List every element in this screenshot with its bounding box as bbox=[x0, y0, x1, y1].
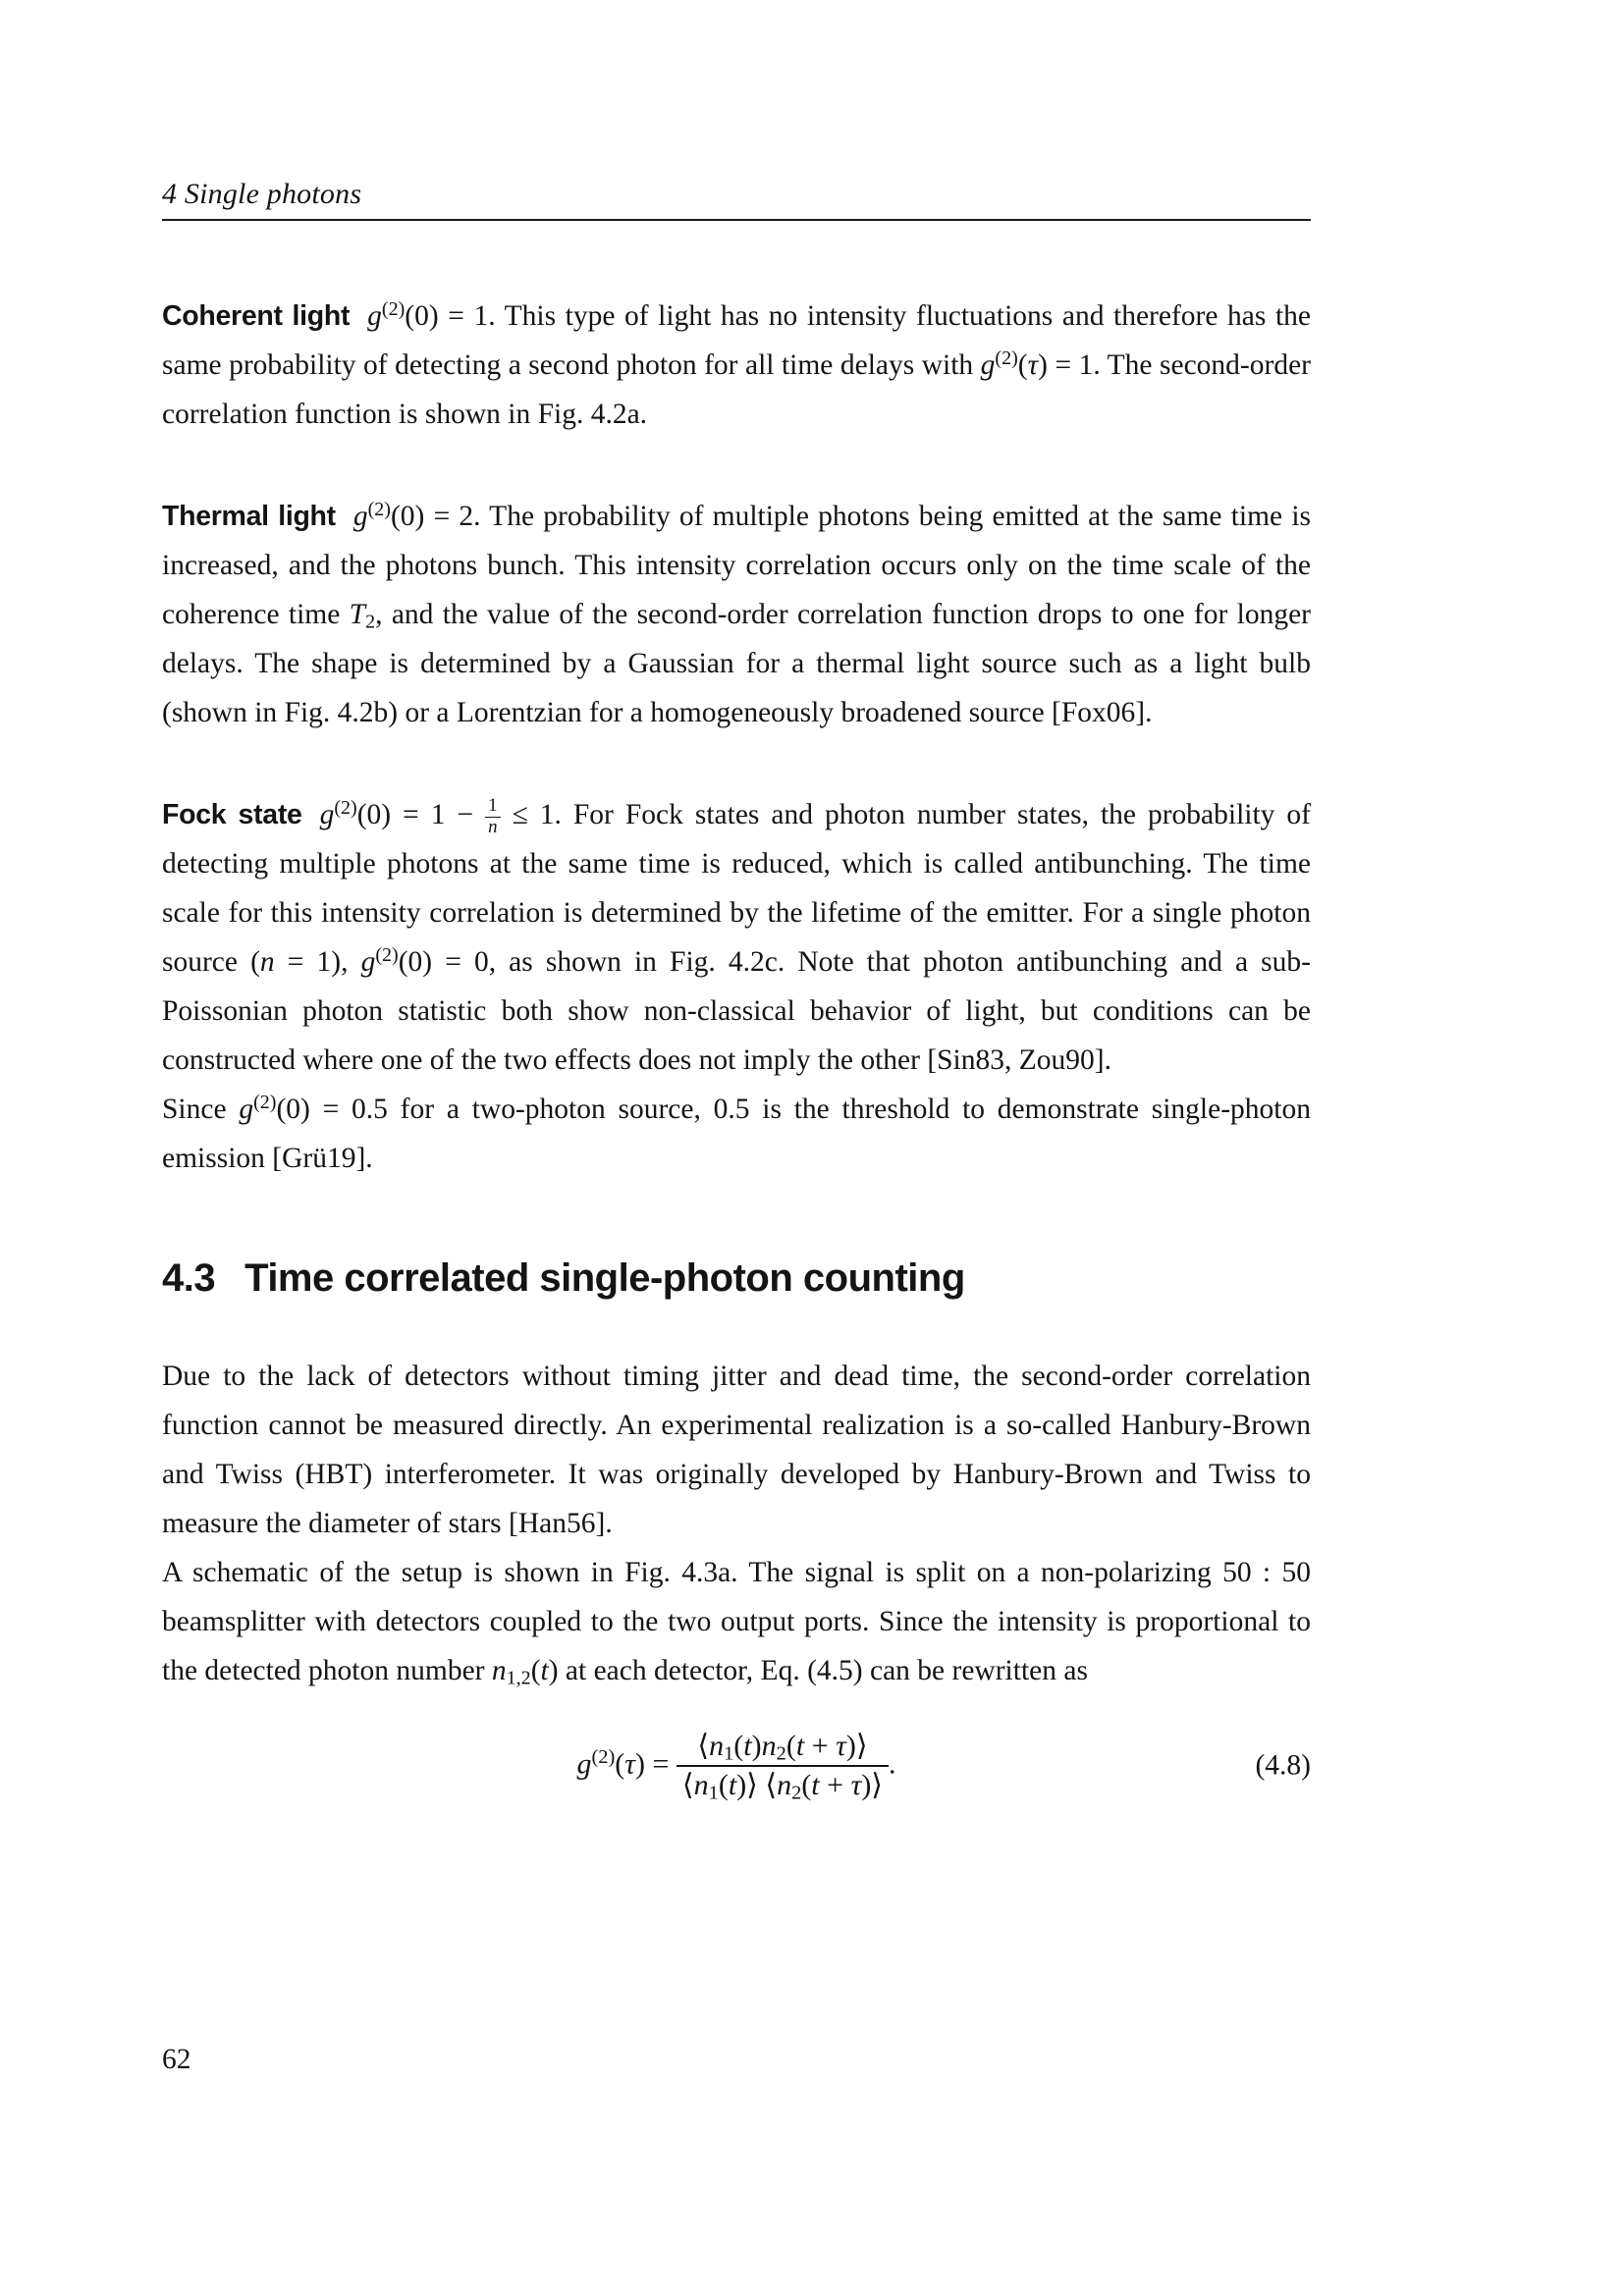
paragraph-body-thermal-light: $g^{(2)}(0) = 2$. The probability of multiple photons being emitted at the same time is increased, and the photons bunch. This intensity correlation occurs only on the time scale of the coherence time $T_2$, and the value of the second-order correlation function drops to one for longer delays. The shape is determined by a Gaussian for a thermal light source such as a light bulb (shown in Fig. 4.2b) or a Lorentzian for a homogeneously broadened source [Fox06]. bbox=[162, 498, 1311, 728]
page-number: 62 bbox=[162, 2044, 191, 2075]
section-heading bbox=[162, 1254, 1311, 1303]
paragraph-body-coherent-light: $g^{(2)}(0) = 1$. This type of light has no intensity fluctuations and therefore has the same probability of detecting a second photon for all time delays with $g^{(2)}(\tau) = 1$. The second-order correlation function is shown in Fig. 4.2a. bbox=[162, 297, 1311, 430]
header-rule bbox=[162, 219, 1311, 221]
paragraph-thermal-light bbox=[162, 492, 1311, 737]
paragraph-body-since-threshold: Since $g^{(2)}(0) = 0.5$ for a two-photon source, 0.5 is the threshold to demonstrate single-photon emission [Grü19]. bbox=[162, 1091, 1311, 1174]
paragraph-body-hbt-intro: Due to the lack of detectors without timing jitter and dead time, the second-order correlation function cannot be measured directly. An experimental realization is a so-called Hanbury-Brown and Twiss (HBT) interferometer. It was originally developed by Hanbury-Brown and Twiss to measure the diameter of stars [Han56]. bbox=[162, 1361, 1311, 1539]
paragraph-body-setup-schematic: A schematic of the setup is shown in Fig. 4.3a. The signal is split on a non-polarizing 50 : 50 beamsplitter with detectors coupled to the two output ports. Since the intensity is proportional to the detected photon number $n_{1,2}(t)$ at each detector, Eq. (4.5) can be rewritten as bbox=[162, 1557, 1311, 1689]
equation-g2-tau: $g^{(2)}(\tau)$ = $\frac{⟨n_1(t)n_2(t + \tau)⟩}{⟨n_1(t)⟩ ⟨n_2(t + \tau)⟩}$ . bbox=[576, 1729, 896, 1804]
paragraph-since-threshold bbox=[162, 1085, 1311, 1183]
paragraph-coherent-light bbox=[162, 292, 1311, 439]
text-block bbox=[162, 0, 1311, 1811]
paragraph-hbt-intro bbox=[162, 1352, 1311, 1548]
section-title: Time correlated single-photon counting bbox=[244, 1256, 965, 1300]
paragraph-body-fock-state: $g^{(2)}(0) = 1$ − $\frac{1}{n}$ ≤ 1. For Fock states and photon number states, the probability of detecting multiple photons at the same time is reduced, which is called antibunching. The time scale for this intensity correlation is determined by the lifetime of the emitter. For a single photon source (n = 1), $g^{(2)}(0) = 0$, as shown in Fig. 4.2c. Note that photon antibunching and a sub-Poissonian photon statistic both show non-classical behavior of light, but conditions can be constructed where one of the two effects does not imply the other [Sin83, Zou90]. bbox=[162, 794, 1312, 1076]
paragraph-label-coherent-light: Coherent light bbox=[162, 300, 351, 332]
running-header: 4 Single photons bbox=[162, 178, 362, 210]
paragraph-label-fock-state: Fock state bbox=[162, 799, 302, 830]
paragraph-label-thermal-light: Thermal light bbox=[162, 501, 336, 532]
equation-number: (4.8) bbox=[1255, 1749, 1311, 1782]
paragraph-setup-schematic bbox=[162, 1548, 1311, 1695]
section-number: 4.3 bbox=[162, 1256, 216, 1300]
display-equation-row bbox=[162, 1721, 1311, 1811]
paragraph-fock-state bbox=[162, 790, 1311, 1085]
